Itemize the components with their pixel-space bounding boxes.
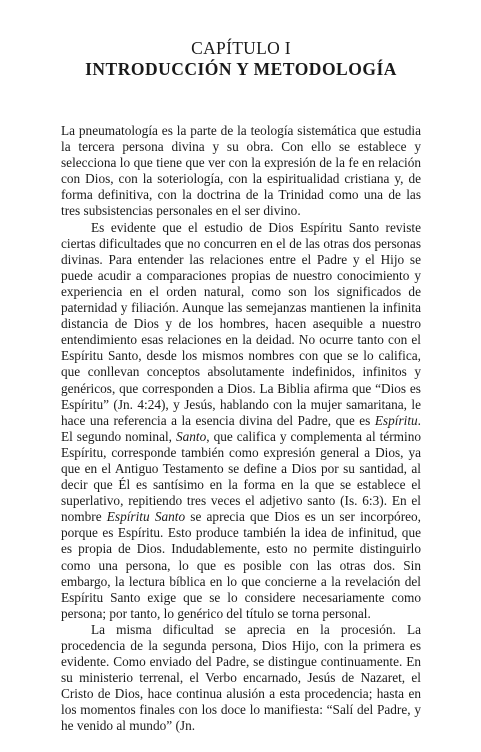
text-segment: se aprecia que Dios es un ser incorpóreo, porque es Espíritu. Esto produce también la idea de infinitud, que es propia de Dios. Indudablemente, esto no permite distinguirlo como una persona, lo que es posible con las otras dos. Sin embargo, la lectura bíblica en lo que concierne a la revelación del Espíritu Santo exige que se lo considere necesariamente como persona; por tanto, lo genérico del título se torna personal. (61, 509, 421, 621)
paragraph (61, 622, 421, 735)
italic-term: Espíritu (374, 412, 418, 428)
chapter-body (61, 123, 421, 735)
paragraph (61, 220, 421, 622)
paragraph (61, 123, 421, 220)
book-page (61, 38, 421, 735)
chapter-number: CAPÍTULO I (191, 38, 291, 58)
text-segment: , que califica y complementa al término Espíritu, corresponde también como expresión general a Dios, ya que en el Antiguo Testamento se define a Dios por su santidad, al decir que Él es santísimo en la forma en la que se establece el superlativo, repitiendo tres veces el adjetivo santo (Is. 6:3). En el nombre (61, 428, 421, 525)
text-segment: . El segundo nominal, (61, 412, 421, 444)
italic-term: Santo (175, 428, 207, 444)
text-segment: La misma dificultad se aprecia en la procesión. La procedencia de la segunda persona, Dios Hijo, con la primera es evidente. Como enviado del Padre, se distingue continuamente. En su ministerio terrenal, el Verbo encarnado, Jesús de Nazaret, el Cristo de Dios, hace continua alusión a esta procedencia; hasta en los momentos finales con los doce lo manifiesta: “Salí del Padre, y he venido al mundo” (Jn. (61, 621, 421, 734)
text-segment: Es evidente que el estudio de Dios Espíritu Santo reviste ciertas dificultades que no concurren en el de las otras dos personas divinas. Para entender las relaciones entre el Padre y el Hijo se puede acudir a comparaciones propias de nuestro conocimiento y experiencia en el orden natural, como son los significados de paternidad y filiación. Aunque las semejanzas mantienen la infinita distancia de Dios y de los hombres, hacen asequible a nuestro entendimiento esas relaciones en la deidad. No ocurre tanto con el Espíritu Santo, desde los mismos nombres con que se lo califica, que conllevan conceptos absolutamente indefinidos, infinitos y genéricos, que corresponden a Dios. La Biblia afirma que “Dios es Espíritu” (Jn. 4:24), y Jesús, hablando con la mujer samaritana, le hace una referencia a la esencia divina del Padre, que es (61, 219, 421, 428)
chapter-title: INTRODUCCIÓN Y METODOLOGÍA (85, 59, 397, 79)
italic-term: Espíritu Santo (106, 509, 186, 525)
text-segment: La pneumatología es la parte de la teología sistemática que estudia la tercera persona divina y su obra. Con ello se establece y selecciona lo que tiene que ver con la expresión de la fe en relación con Dios, con la soteriología, con la espiritualidad cristiana y, de forma definitiva, con la doctrina de la Trinidad como una de las tres subsistencias personales en el ser divino. (61, 123, 421, 219)
